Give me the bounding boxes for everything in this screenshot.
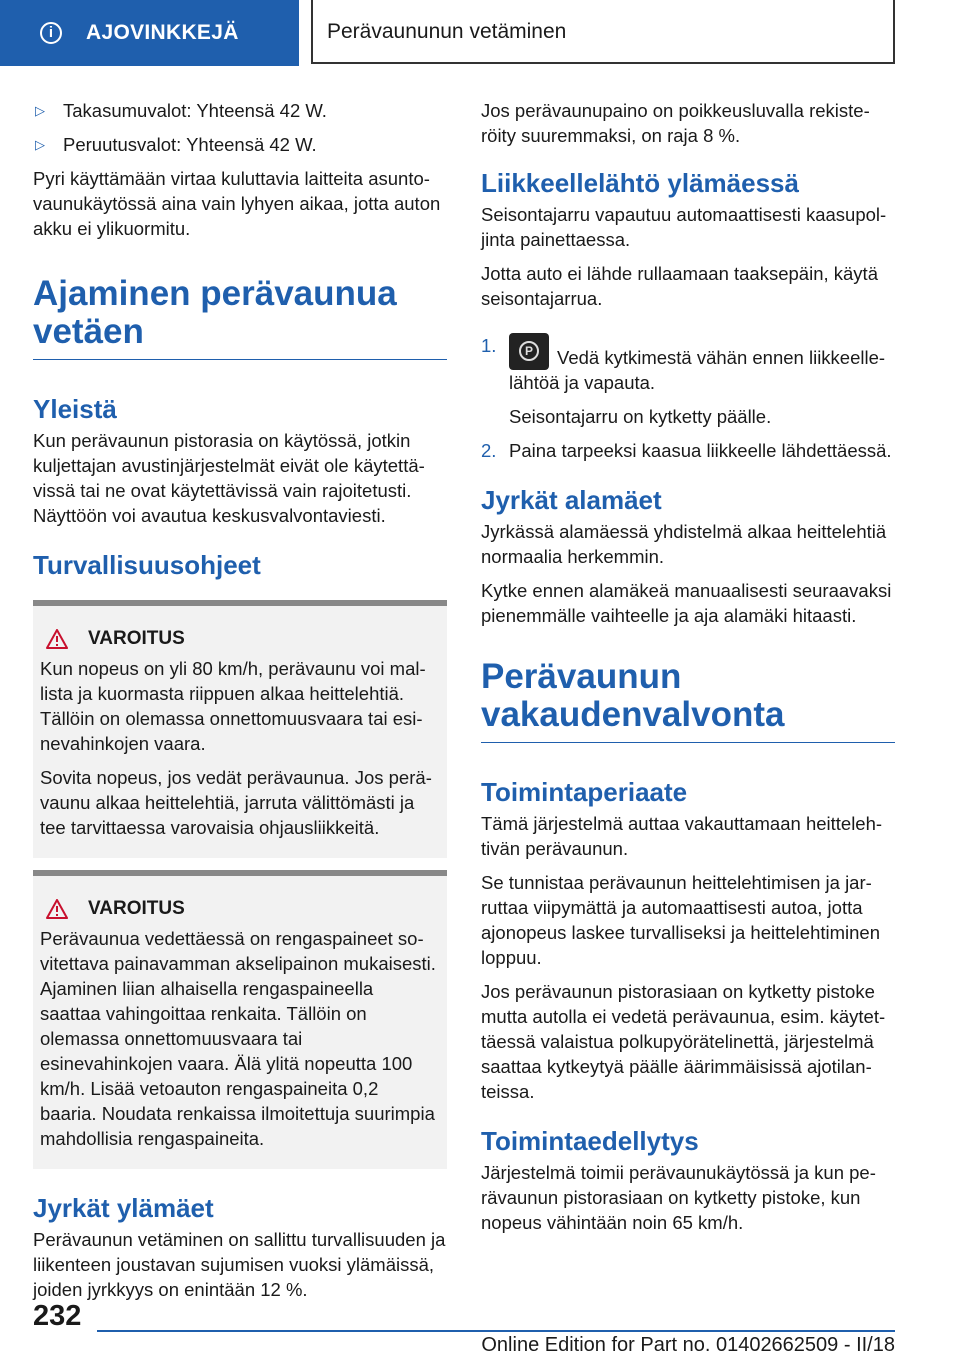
warning-title: [40, 628, 439, 650]
paragraph: Kun nopeus on yli 80 km/h, perävaunu voi mallista ja kuormasta riippuen alkaa heittelehtiä. Tällöin on olemassa onnettomuusvaara tai esinevahinkojen vaara.: [40, 658, 426, 754]
paragraph: Tämä järjestelmä auttaa vakauttamaan heittelehtivän perävaunun.: [481, 813, 883, 859]
section-heading: Liikkeellelähtö ylämäessä: [481, 168, 799, 198]
warning-title: [40, 898, 439, 920]
step-text: Paina tarpeeksi kaasua liikkeelle lähdettäessä.: [509, 440, 892, 461]
section-heading: Jyrkät alamäet: [481, 485, 662, 515]
paragraph: Perävaunua vedettäessä on rengaspaineet sovitettava painavamman akselipainon mukaisesti. Ajaminen liian alhaisella rengaspaineella saattaa vahingoittaa renkaita. Tällöin on olemassa onnettomuusvaara tai esinevahinkojen vaara. Älä ylitä nopeutta 100 km/h. Lisää vetoauton rengaspaineita 0,2 baaria. Noudata renkaissa ilmoitettuja suurimpia mahdollisia rengaspaineita.: [40, 928, 436, 1149]
list-item: [33, 98, 447, 123]
section-heading: Turvallisuusohjeet: [33, 550, 261, 580]
section-tab[interactable]: [0, 0, 299, 66]
page-title: Perävaununun vetäminen: [327, 20, 567, 43]
footer-divider: [97, 1330, 895, 1332]
step-number: 1.: [481, 335, 497, 356]
section-heading: Jyrkät ylämäet: [33, 1193, 214, 1223]
paragraph: Järjestelmä toimii perävaunukäytössä ja kun perävaunun pistorasiaan on kytketty pistoke, kun nopeus vähintään noin 65 km/h.: [481, 1162, 876, 1233]
edition-text: Online Edition for Part no. 01402662509 - II/18: [481, 1334, 895, 1356]
paragraph: Jotta auto ei lähde rullaamaan taaksepäin, käytä seisontajarrua.: [481, 263, 878, 309]
step-number: 2.: [481, 440, 497, 461]
section-tab-label: AJOVINKKEJÄ: [86, 21, 239, 44]
step-text-wrap: [509, 333, 895, 395]
paragraph: Sovita nopeus, jos vedät perävaunua. Jos perävaunu alkaa heittelehtiä, jarruta välittömästi ja tee tarvittaessa varovaisia ohjausliikkeitä.: [40, 767, 432, 838]
info-icon: i: [40, 22, 62, 44]
chapter-heading: Ajaminen perävaunua vetäen: [33, 275, 447, 360]
triangle-bullet-icon: ▷: [35, 103, 45, 118]
right-column: [481, 98, 895, 1244]
list-item-text: Peruutusvalot: Yhteensä 42 W.: [63, 134, 317, 155]
warning-box: [33, 870, 447, 1169]
paragraph: Kun perävaunun pistorasia on käytössä, jotkin kuljettajan avustinjärjestelmät eivät ole käytettävissä tai ne ovat käytettävissä vain rajoitetusti. Näyttöön voi avautua keskusvalvontaviesti.: [33, 430, 425, 526]
step-text: Vedä kytkimestä vähän ennen liikkeellelähtöä ja vapauta.: [509, 347, 886, 393]
section-heading: Yleistä: [33, 394, 117, 424]
section-heading: Toimintaedellytys: [481, 1126, 699, 1156]
section-heading: Toimintaperiaate: [481, 777, 688, 807]
warning-box: [33, 600, 447, 858]
parking-p-glyph: P: [519, 341, 539, 361]
list-item: [33, 132, 447, 157]
step-note: Seisontajarru on kytketty päälle.: [509, 406, 772, 427]
paragraph: Jos perävaunupaino on poikkeusluvalla rekisteröity suuremmaksi, on raja 8 %.: [481, 100, 870, 146]
paragraph: Kytke ennen alamäkeä manuaalisesti seuraavaksi pienemmälle vaihteelle ja aja alamäki hitaasti.: [481, 580, 892, 626]
paragraph: Jos perävaunun pistorasiaan on kytketty pistoke mutta autolla ei vedetä perävaunua, esim. käytettäessä valaistua polkupyörätelinettä, järjestelmä saattaa kytkeytyä päälle äärimmäisissä ajotilanteissa.: [481, 981, 886, 1102]
chapter-heading: Perävaunun vakaudenvalvonta: [481, 658, 895, 743]
triangle-bullet-icon: ▷: [35, 137, 45, 152]
paragraph: Se tunnistaa perävaunun heittelehtimisen ja jarruttaa viipymättä ja automaattisesti autoa, jotta ajonopeus laskee turvalliseksi ja heittelehtiminen loppuu.: [481, 872, 881, 968]
numbered-step: [481, 438, 895, 463]
paragraph: Seisontajarru vapautuu automaattisesti kaasupoljinta painettaessa.: [481, 204, 887, 250]
paragraph: Jyrkässä alamäessä yhdistelmä alkaa heittelehtiä normaalia herkemmin.: [481, 521, 887, 567]
warning-title-text: VAROITUS: [88, 898, 185, 919]
warning-triangle-icon: [46, 899, 68, 919]
paragraph: Perävaunun vetäminen on sallittu turvallisuuden ja liikenteen joustavan sujumisen vuoksi ylämäissä, joiden jyrkkyys on enintään 12 %.: [33, 1229, 446, 1300]
page-number: 232: [33, 1300, 82, 1332]
list-item-text: Takasumuvalot: Yhteensä 42 W.: [63, 100, 327, 121]
warning-triangle-icon: [46, 629, 68, 649]
numbered-step: [481, 333, 895, 395]
page-title-box: [311, 0, 895, 64]
paragraph: Pyri käyttämään virtaa kuluttavia laitteita asuntovaunukäytössä aina vain lyhyen aikaa, jotta auton akku ei ylikuormitu.: [33, 168, 441, 239]
warning-title-text: VAROITUS: [88, 628, 185, 649]
left-column: [33, 98, 447, 1311]
parking-brake-button-icon: [509, 333, 549, 370]
